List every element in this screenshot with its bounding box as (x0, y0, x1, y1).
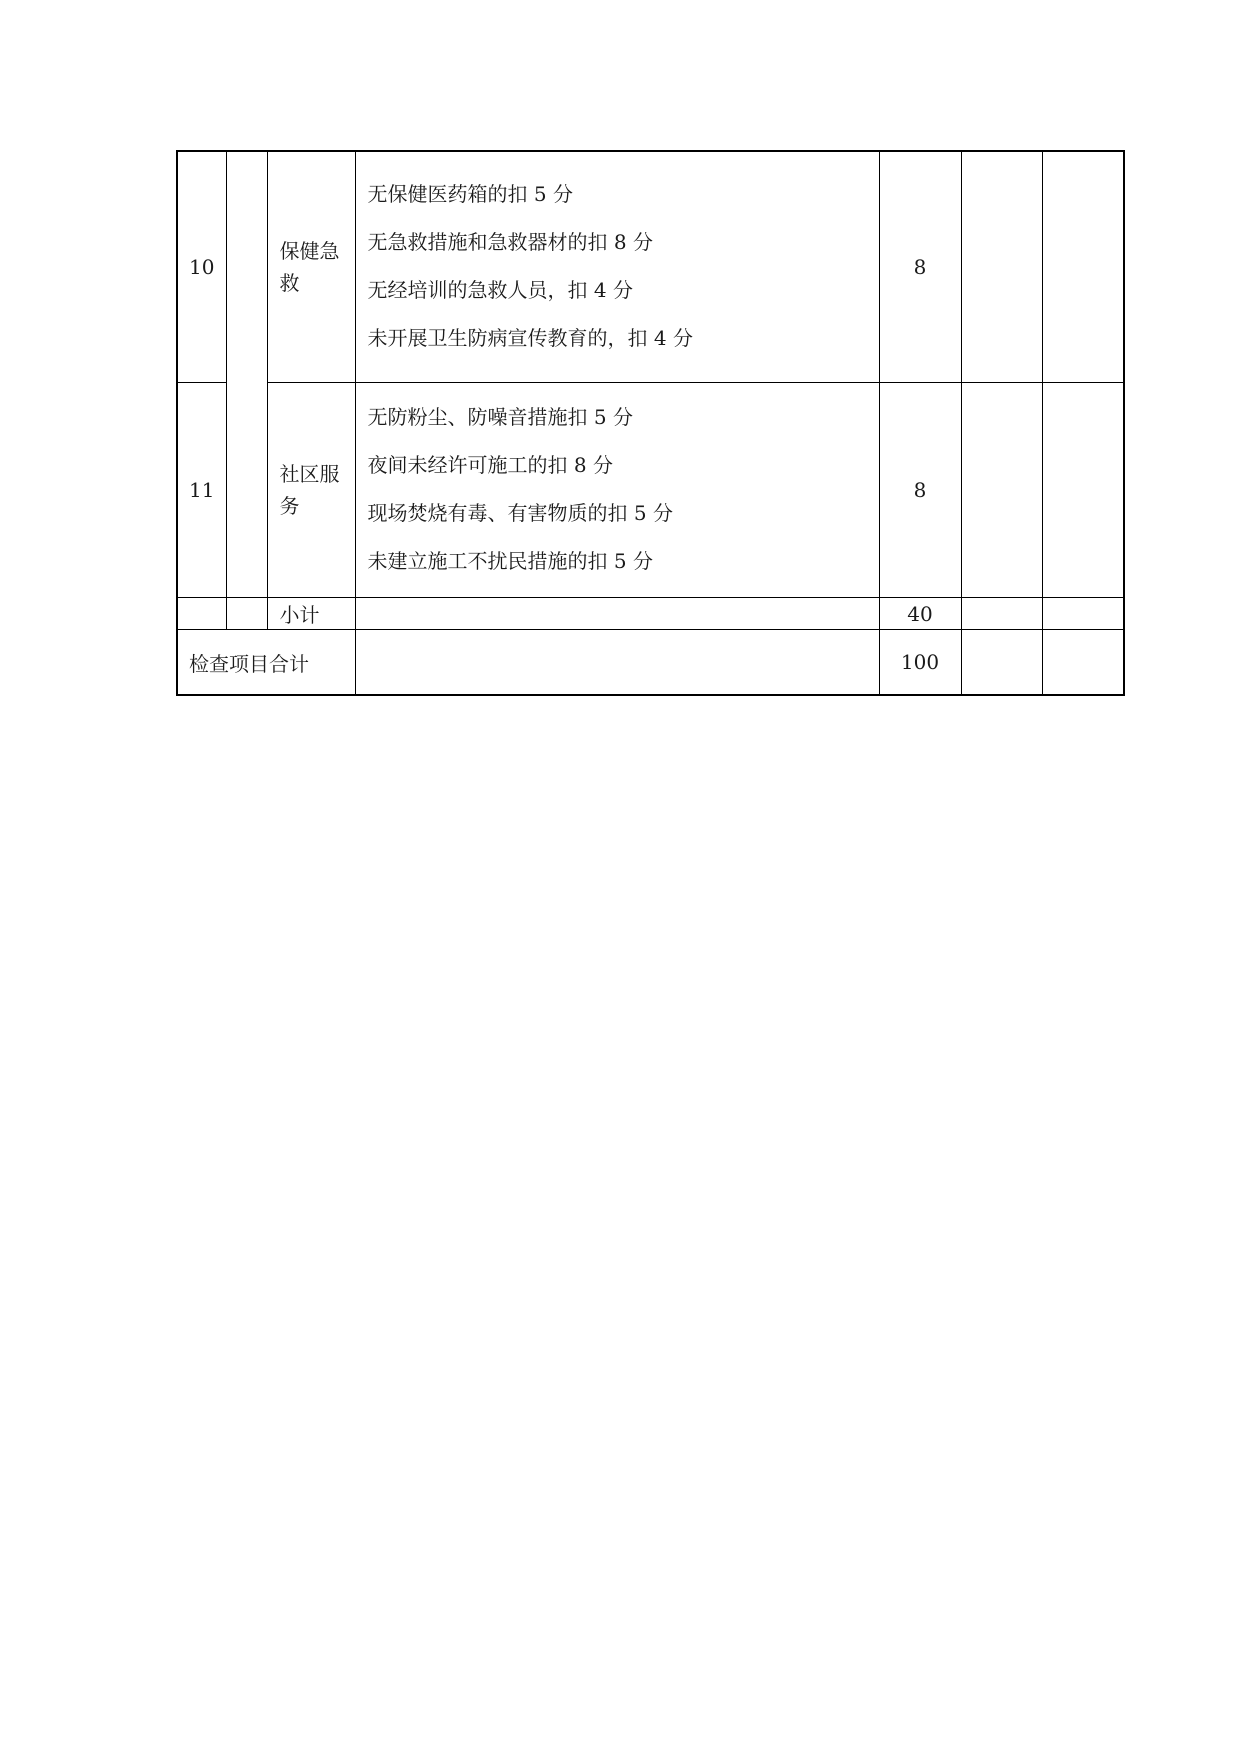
standard-line: 夜间未经许可施工的扣 8 分 (367, 453, 613, 477)
actual-points-cell (1042, 598, 1124, 630)
deducted-points-cell (961, 383, 1042, 598)
standard-line: 无防粉尘、防噪音措施扣 5 分 (367, 405, 633, 429)
row-number: 11 (177, 383, 226, 598)
actual-points-cell (1042, 383, 1124, 598)
standard-line: 无保健医药箱的扣 5 分 (367, 182, 573, 206)
deducted-points-cell (961, 151, 1042, 383)
inspection-table (176, 150, 1125, 696)
standard-line: 现场焚烧有毒、有害物质的扣 5 分 (367, 501, 673, 525)
standards-cell (355, 383, 879, 598)
standard-line: 未建立施工不扰民措施的扣 5 分 (367, 549, 653, 573)
deducted-points-cell (961, 598, 1042, 630)
empty-cell (355, 630, 879, 696)
actual-points-cell (1042, 151, 1124, 383)
subtotal-points: 40 (879, 598, 961, 630)
points-cell: 8 (879, 151, 961, 383)
deducted-points-cell (961, 630, 1042, 696)
total-label: 检查项目合计 (177, 630, 355, 696)
standards-cell (355, 151, 879, 383)
actual-points-cell (1042, 630, 1124, 696)
subtotal-label: 小计 (267, 598, 355, 630)
subtotal-row (177, 598, 1124, 630)
standard-line: 无急救措施和急救器材的扣 8 分 (367, 230, 653, 254)
total-points: 100 (879, 630, 961, 696)
standard-line: 无经培训的急救人员，扣 4 分 (367, 278, 633, 302)
total-row (177, 630, 1124, 696)
row-number: 10 (177, 151, 226, 383)
standard-line: 未开展卫生防病宣传教育的，扣 4 分 (367, 326, 693, 350)
empty-cell (226, 598, 267, 630)
points-cell: 8 (879, 383, 961, 598)
item-name: 社区服务 (267, 383, 355, 598)
empty-cell (177, 598, 226, 630)
table-row (177, 383, 1124, 598)
table-row (177, 151, 1124, 383)
empty-cell (355, 598, 879, 630)
category-cell (226, 151, 267, 598)
item-name: 保健急救 (267, 151, 355, 383)
